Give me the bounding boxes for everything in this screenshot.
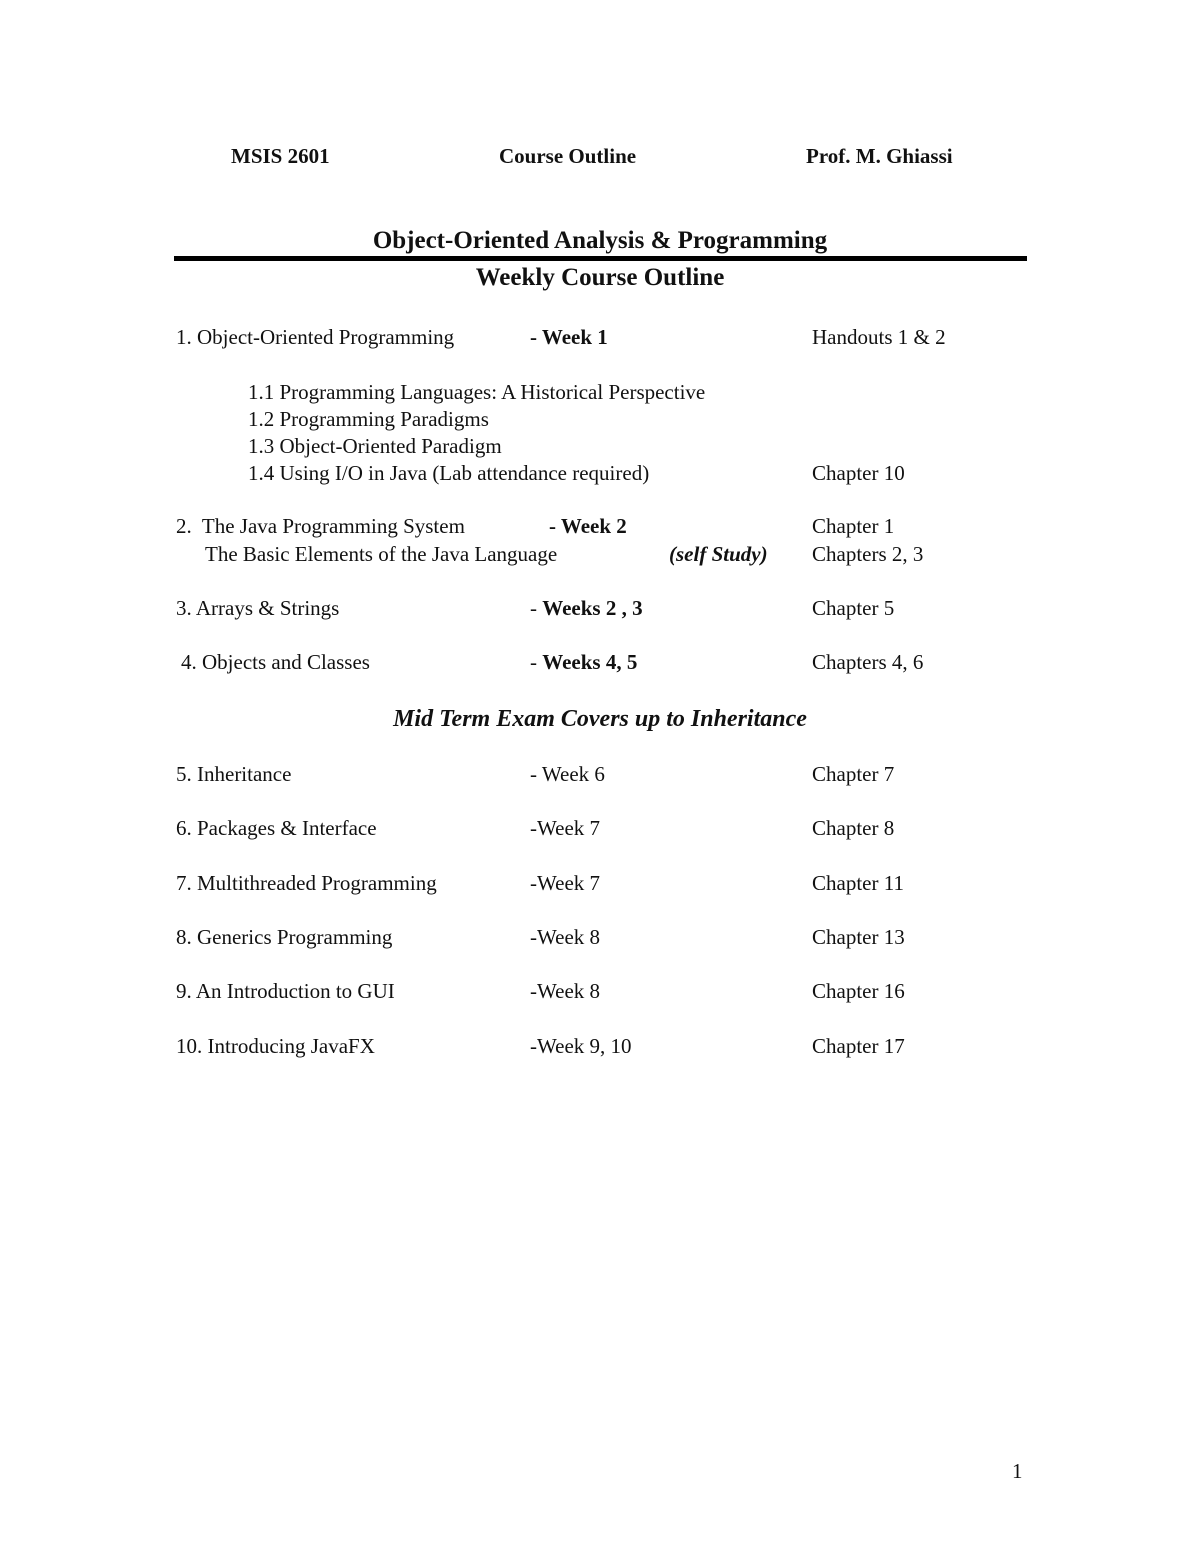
topic-4-ref: Chapters 4, 6 xyxy=(812,650,924,674)
subtopic-1-4: 1.4 Using I/O in Java (Lab attendance required) xyxy=(248,461,650,485)
topic-5-label: 5. Inheritance xyxy=(176,762,292,786)
topic-9-ref: Chapter 16 xyxy=(812,979,905,1003)
topic-2-line2: The Basic Elements of the Java Language xyxy=(205,542,558,566)
topic-5-week: - Week 6 xyxy=(530,762,605,786)
page-title: Object-Oriented Analysis & Programming xyxy=(372,227,828,254)
topic-3-week: Weeks 2 , 3 xyxy=(542,596,643,620)
midterm-note: Mid Term Exam Covers up to Inheritance xyxy=(393,706,807,732)
topic-2-note: (self Study) xyxy=(669,542,768,566)
topic-3-label: 3. Arrays & Strings xyxy=(176,596,340,620)
topic-10-label: 10. Introducing JavaFX xyxy=(176,1034,375,1058)
topic-3-week-prefix: - xyxy=(530,596,543,620)
document-type: Course Outline xyxy=(499,144,637,168)
topic-3-ref: Chapter 5 xyxy=(812,596,895,620)
topic-4-week: Weeks 4, 5 xyxy=(542,650,638,674)
title-rule xyxy=(174,256,1027,261)
topic-10-ref: Chapter 17 xyxy=(812,1034,905,1058)
topic-6-label: 6. Packages & Interface xyxy=(176,816,377,840)
topic-6-week: -Week 7 xyxy=(530,816,601,840)
topic-9-label: 9. An Introduction to GUI xyxy=(176,979,395,1003)
topic-8-week: -Week 8 xyxy=(530,925,601,949)
instructor-name: Prof. M. Ghiassi xyxy=(806,144,953,168)
topic-8-ref: Chapter 13 xyxy=(812,925,905,949)
topic-1-week: - Week 1 xyxy=(530,325,608,349)
topic-2-week: - Week 2 xyxy=(549,514,627,538)
course-code: MSIS 2601 xyxy=(231,144,330,168)
subtopic-1-2: 1.2 Programming Paradigms xyxy=(248,407,489,431)
topic-8-label: 8. Generics Programming xyxy=(176,925,393,949)
subtopic-1-4-ref: Chapter 10 xyxy=(812,461,905,485)
page-number: 1 xyxy=(1012,1459,1023,1483)
topic-10-week: -Week 9, 10 xyxy=(530,1034,632,1058)
topic-1-ref: Handouts 1 & 2 xyxy=(812,325,946,349)
topic-4-week-prefix: - xyxy=(530,650,543,674)
topic-6-ref: Chapter 8 xyxy=(812,816,895,840)
topic-2-label: 2. The Java Programming System xyxy=(176,514,465,538)
topic-2-ref: Chapter 1 xyxy=(812,514,895,538)
subtopic-1-3: 1.3 Object-Oriented Paradigm xyxy=(248,434,502,458)
subtopic-1-1: 1.1 Programming Languages: A Historical Perspective xyxy=(248,380,706,404)
topic-7-label: 7. Multithreaded Programming xyxy=(176,871,437,895)
topic-7-ref: Chapter 11 xyxy=(812,871,904,895)
topic-4-week-line xyxy=(530,652,637,673)
topic-4-label: 4. Objects and Classes xyxy=(181,650,370,674)
topic-1-label: 1. Object-Oriented Programming xyxy=(176,325,455,349)
page-subtitle: Weekly Course Outline xyxy=(475,264,725,291)
topic-5-ref: Chapter 7 xyxy=(812,762,895,786)
topic-2-ref2: Chapters 2, 3 xyxy=(812,542,924,566)
topic-3-week-line xyxy=(530,598,643,619)
topic-9-week: -Week 8 xyxy=(530,979,601,1003)
topic-7-week: -Week 7 xyxy=(530,871,601,895)
